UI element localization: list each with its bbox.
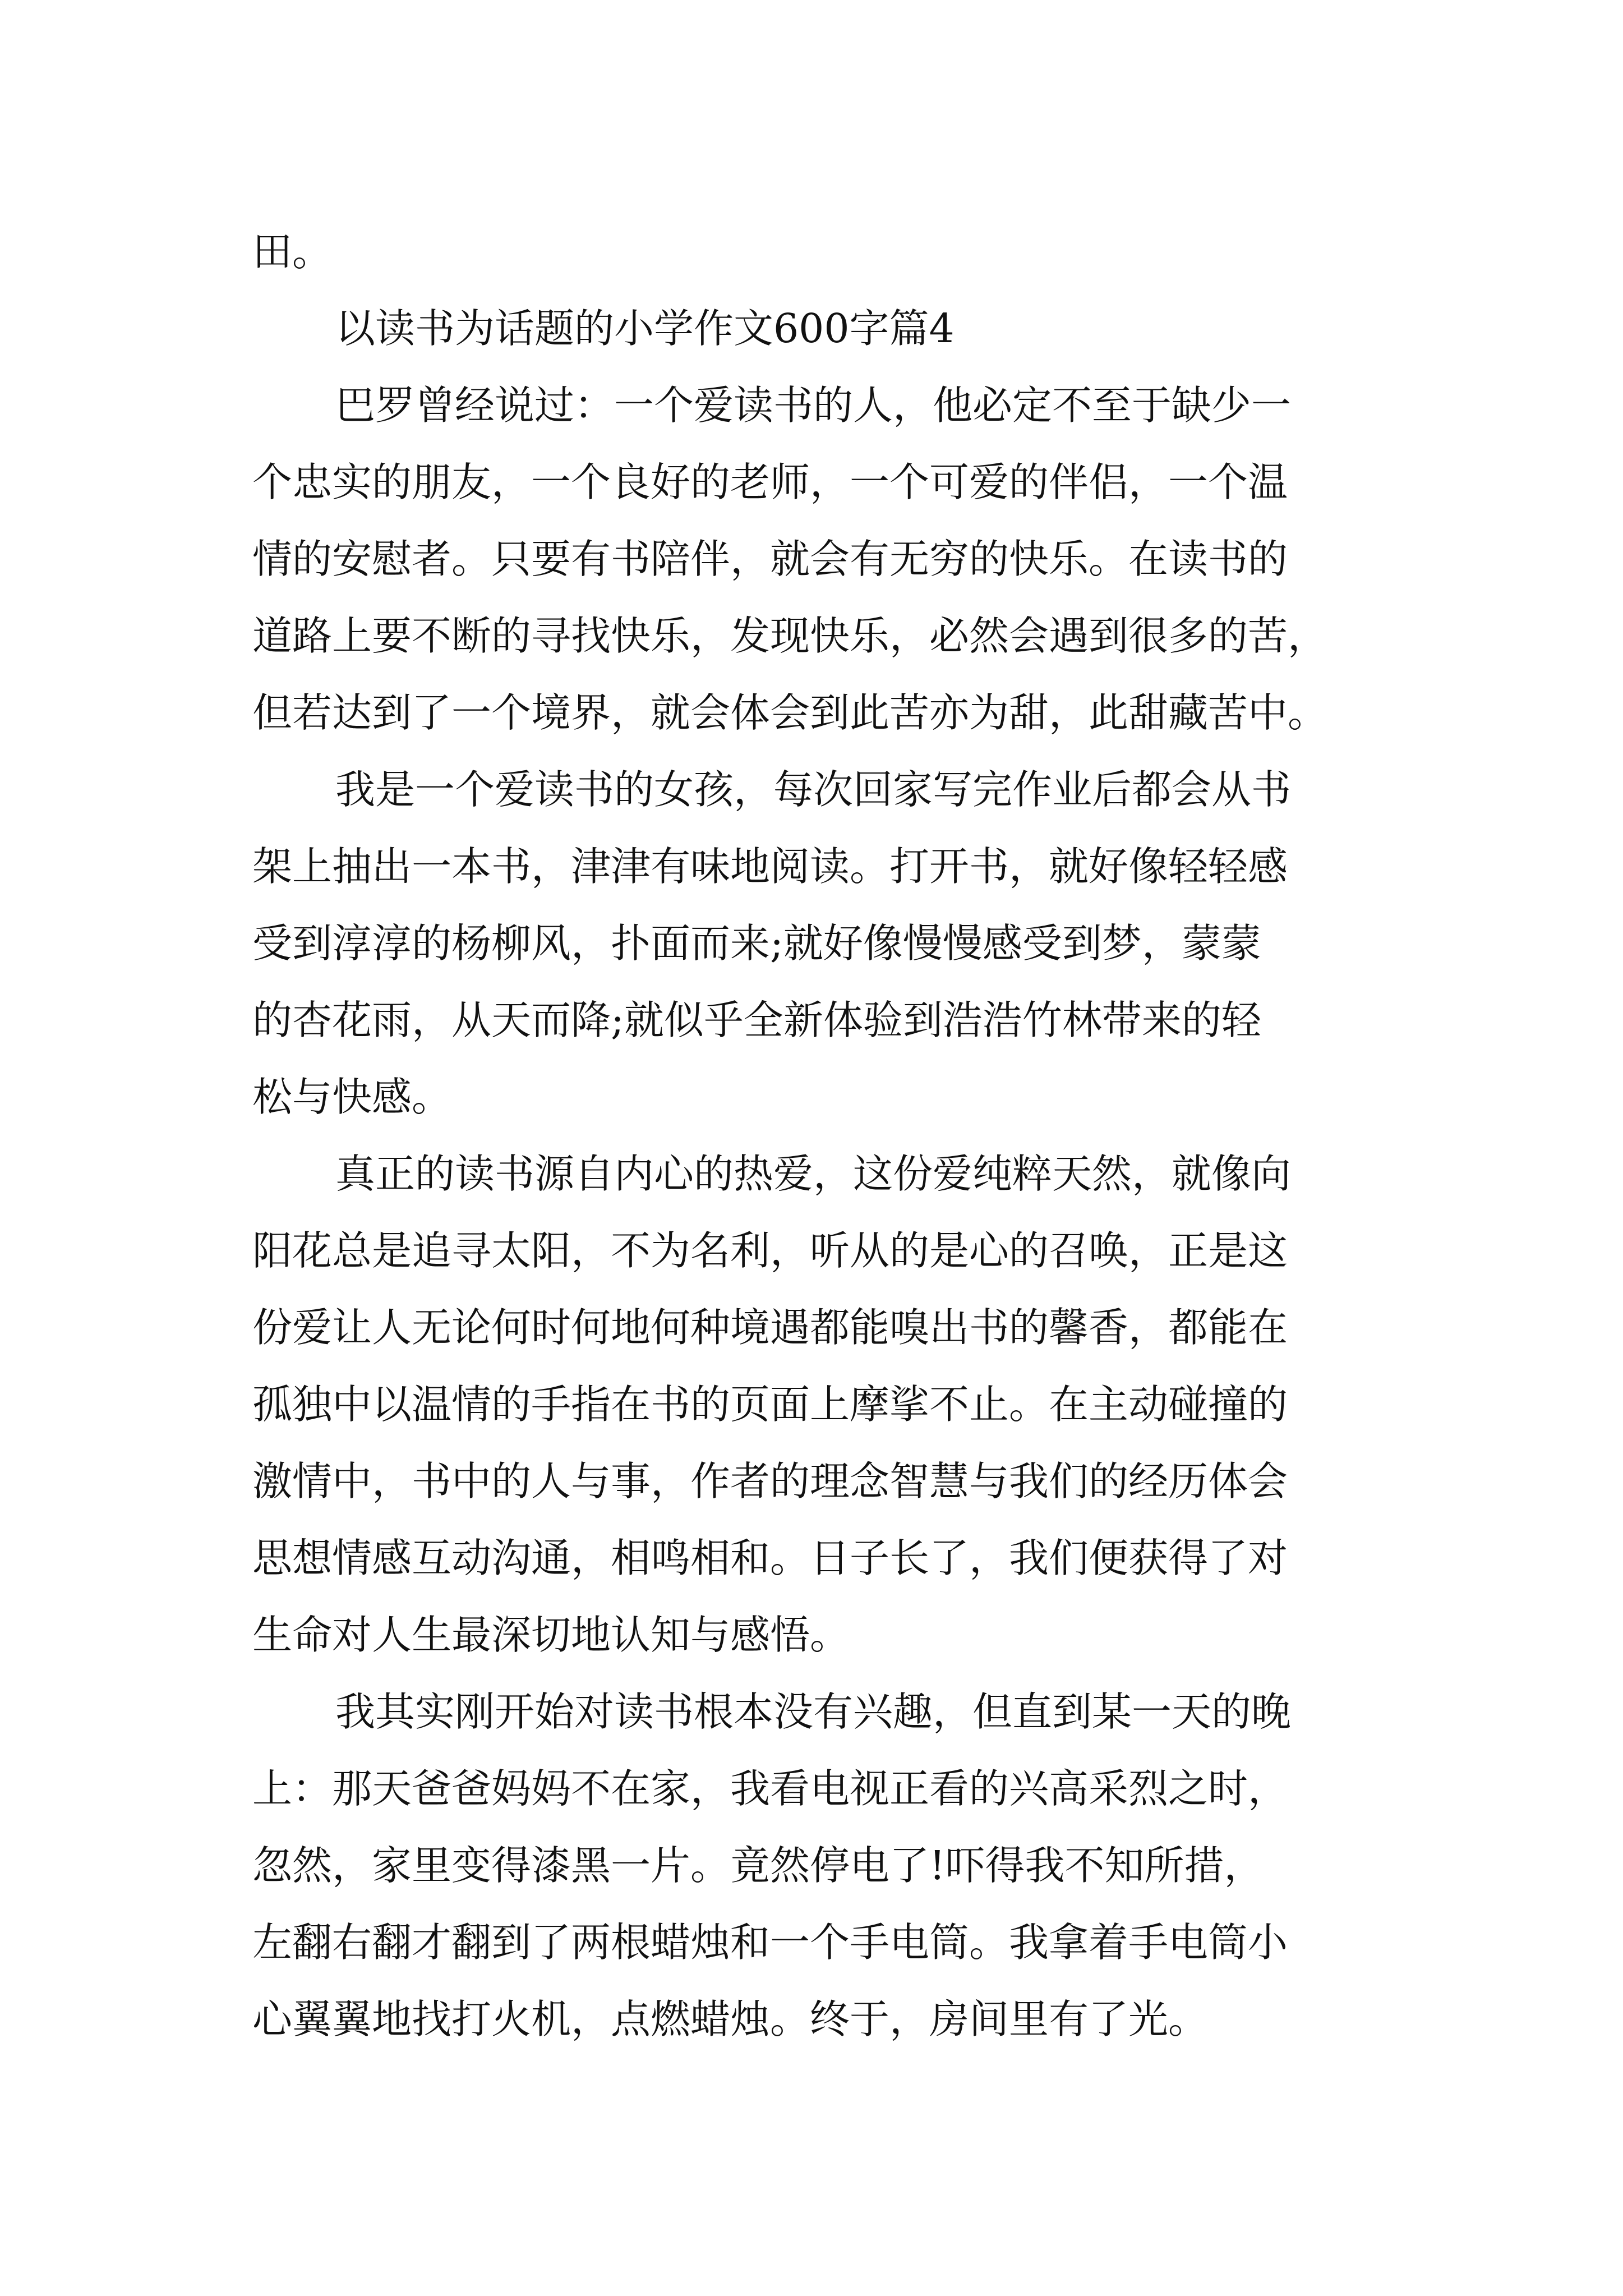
text-line: 架上抽出一本书，津津有味地阅读。打开书，就好像轻轻感	[252, 843, 1288, 890]
text-line: 但若达到了一个境界，就会体会到此苦亦为甜，此甜藏苦中。	[252, 689, 1328, 736]
text-line: 受到淳淳的杨柳风，扑面而来;就好像慢慢感受到梦，蒙蒙	[252, 920, 1261, 967]
text-line: 上：那天爸爸妈妈不在家，我看电视正看的兴高采烈之时，	[252, 1765, 1288, 1812]
text-line: 我是一个爱读书的女孩，每次回家写完作业后都会从书	[335, 766, 1292, 813]
text-line: 阳花总是追寻太阳，不为名利，听从的是心的召唤，正是这	[252, 1227, 1288, 1274]
text-line: 松与快感。	[252, 1074, 452, 1120]
text-line: 个忠实的朋友，一个良好的老师，一个可爱的伴侣，一个温	[252, 459, 1288, 505]
text-line: 生命对人生最深切地认知与感悟。	[252, 1612, 850, 1658]
text-line: 份爱让人无论何时何地何种境遇都能嗅出书的馨香，都能在	[252, 1304, 1288, 1351]
text-line: 孤独中以温情的手指在书的页面上摩挲不止。在主动碰撞的	[252, 1381, 1288, 1428]
section-heading: 以读书为话题的小学作文600字篇4	[335, 305, 955, 352]
text-line: 道路上要不断的寻找快乐，发现快乐，必然会遇到很多的苦，	[252, 613, 1328, 659]
text-line: 激情中，书中的人与事，作者的理念智慧与我们的经历体会	[252, 1458, 1288, 1504]
text-line: 左翻右翻才翻到了两根蜡烛和一个手电筒。我拿着手电筒小	[252, 1919, 1288, 1966]
text-line: 忽然，家里变得漆黑一片。竟然停电了!吓得我不知所措，	[252, 1842, 1264, 1889]
document-body	[252, 213, 1374, 2058]
text-line: 情的安慰者。只要有书陪伴，就会有无穷的快乐。在读书的	[252, 536, 1288, 582]
text-line: 的杏花雨，从天而降;就似乎全新体验到浩浩竹林带来的轻	[252, 997, 1261, 1043]
text-line: 思想情感互动沟通，相鸣相和。日子长了，我们便获得了对	[252, 1535, 1288, 1581]
text-line: 真正的读书源自内心的热爱，这份爱纯粹天然，就像向	[335, 1151, 1292, 1197]
text-line: 我其实刚开始对读书根本没有兴趣，但直到某一天的晚	[335, 1688, 1292, 1735]
text-line: 田。	[252, 228, 333, 275]
text-line: 巴罗曾经说过：一个爱读书的人，他必定不至于缺少一	[335, 382, 1292, 429]
text-line: 心翼翼地找打火机，点燃蜡烛。终于，房间里有了光。	[252, 1996, 1209, 2042]
